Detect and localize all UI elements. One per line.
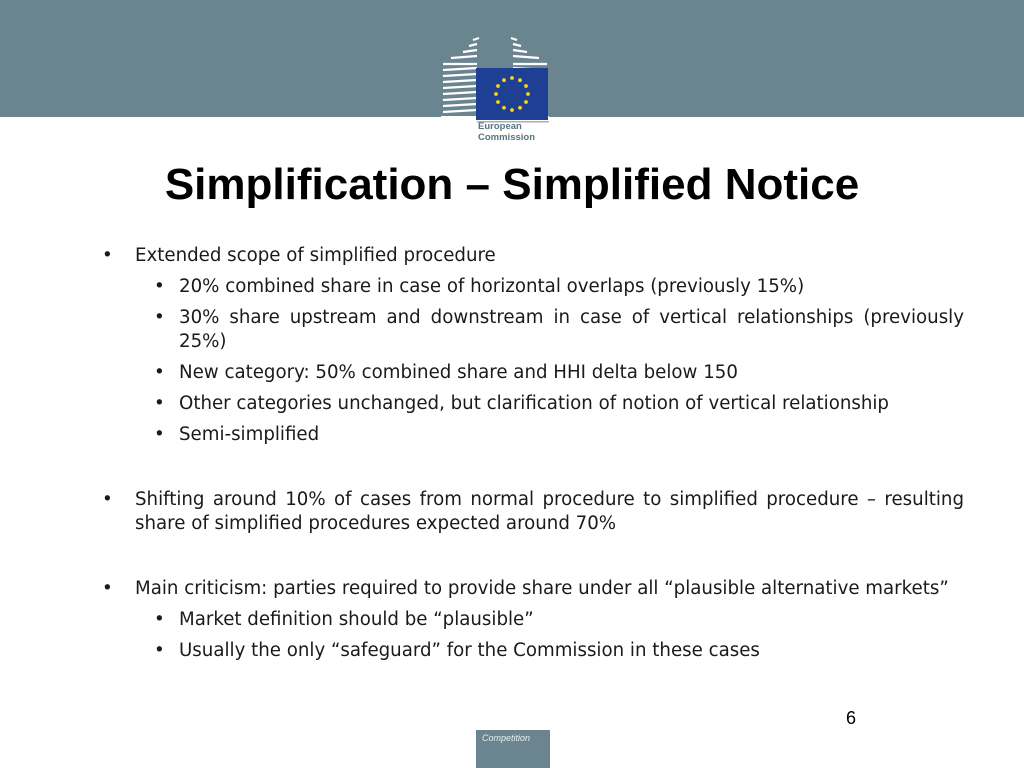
- bullet-icon: •: [154, 640, 165, 661]
- sub-bullet-text: 20% combined share in case of horizontal overlaps (previously 15%): [179, 276, 805, 297]
- sub-bullet-item: [102, 423, 964, 447]
- logo-wordmark: [478, 121, 535, 143]
- bullet-icon: •: [154, 307, 165, 328]
- sub-bullet-text: Other categories unchanged, but clarification of notion of vertical relationship: [179, 393, 889, 414]
- sub-bullet-text: 30% share upstream and downstream in case of vertical relationships (previously 25%): [179, 307, 964, 352]
- bullet-text: Extended scope of simplified procedure: [135, 245, 496, 266]
- logo-line-commission: Commission: [478, 132, 536, 143]
- sub-bullet-item: [102, 361, 964, 385]
- slide-title: Simplification – Simplified Notice: [164, 160, 860, 209]
- spacer: [102, 543, 964, 577]
- sub-bullet-text: Market definition should be “plausible”: [179, 609, 534, 630]
- bullet-icon: •: [154, 393, 165, 414]
- sub-bullet-item: [102, 639, 964, 663]
- bullet-text: Shifting around 10% of cases from normal procedure to simplified procedure – resulting share of simplified procedures expected around 70%: [135, 489, 964, 534]
- bullet-item: [102, 577, 964, 601]
- bullet-icon: •: [154, 609, 165, 630]
- page-number: 6: [846, 708, 857, 728]
- bullet-icon: •: [154, 424, 165, 445]
- bullet-text: Main criticism: parties required to provide share under all “plausible alternative markets”: [135, 578, 949, 599]
- spacer: [102, 454, 964, 488]
- bullet-icon: •: [102, 489, 113, 510]
- sub-bullet-item: [102, 608, 964, 632]
- sub-bullet-text: Semi-simplified: [179, 424, 320, 445]
- sub-bullet-item: [102, 275, 964, 299]
- footer-badge: [476, 730, 550, 768]
- logo-line-european: European: [478, 121, 522, 132]
- slide-body: [102, 244, 964, 670]
- bullet-item: [102, 488, 964, 536]
- sub-bullet-item: [102, 306, 964, 354]
- bullet-item: [102, 244, 964, 268]
- bullet-icon: •: [102, 245, 113, 266]
- sub-bullet-text: Usually the only “safeguard” for the Commission in these cases: [179, 640, 760, 661]
- sub-bullet-text: New category: 50% combined share and HHI delta below 150: [179, 362, 738, 383]
- bullet-icon: •: [154, 362, 165, 383]
- sub-bullet-item: [102, 392, 964, 416]
- footer-label: Competition: [482, 733, 531, 743]
- bullet-icon: •: [102, 578, 113, 599]
- bullet-icon: •: [154, 276, 165, 297]
